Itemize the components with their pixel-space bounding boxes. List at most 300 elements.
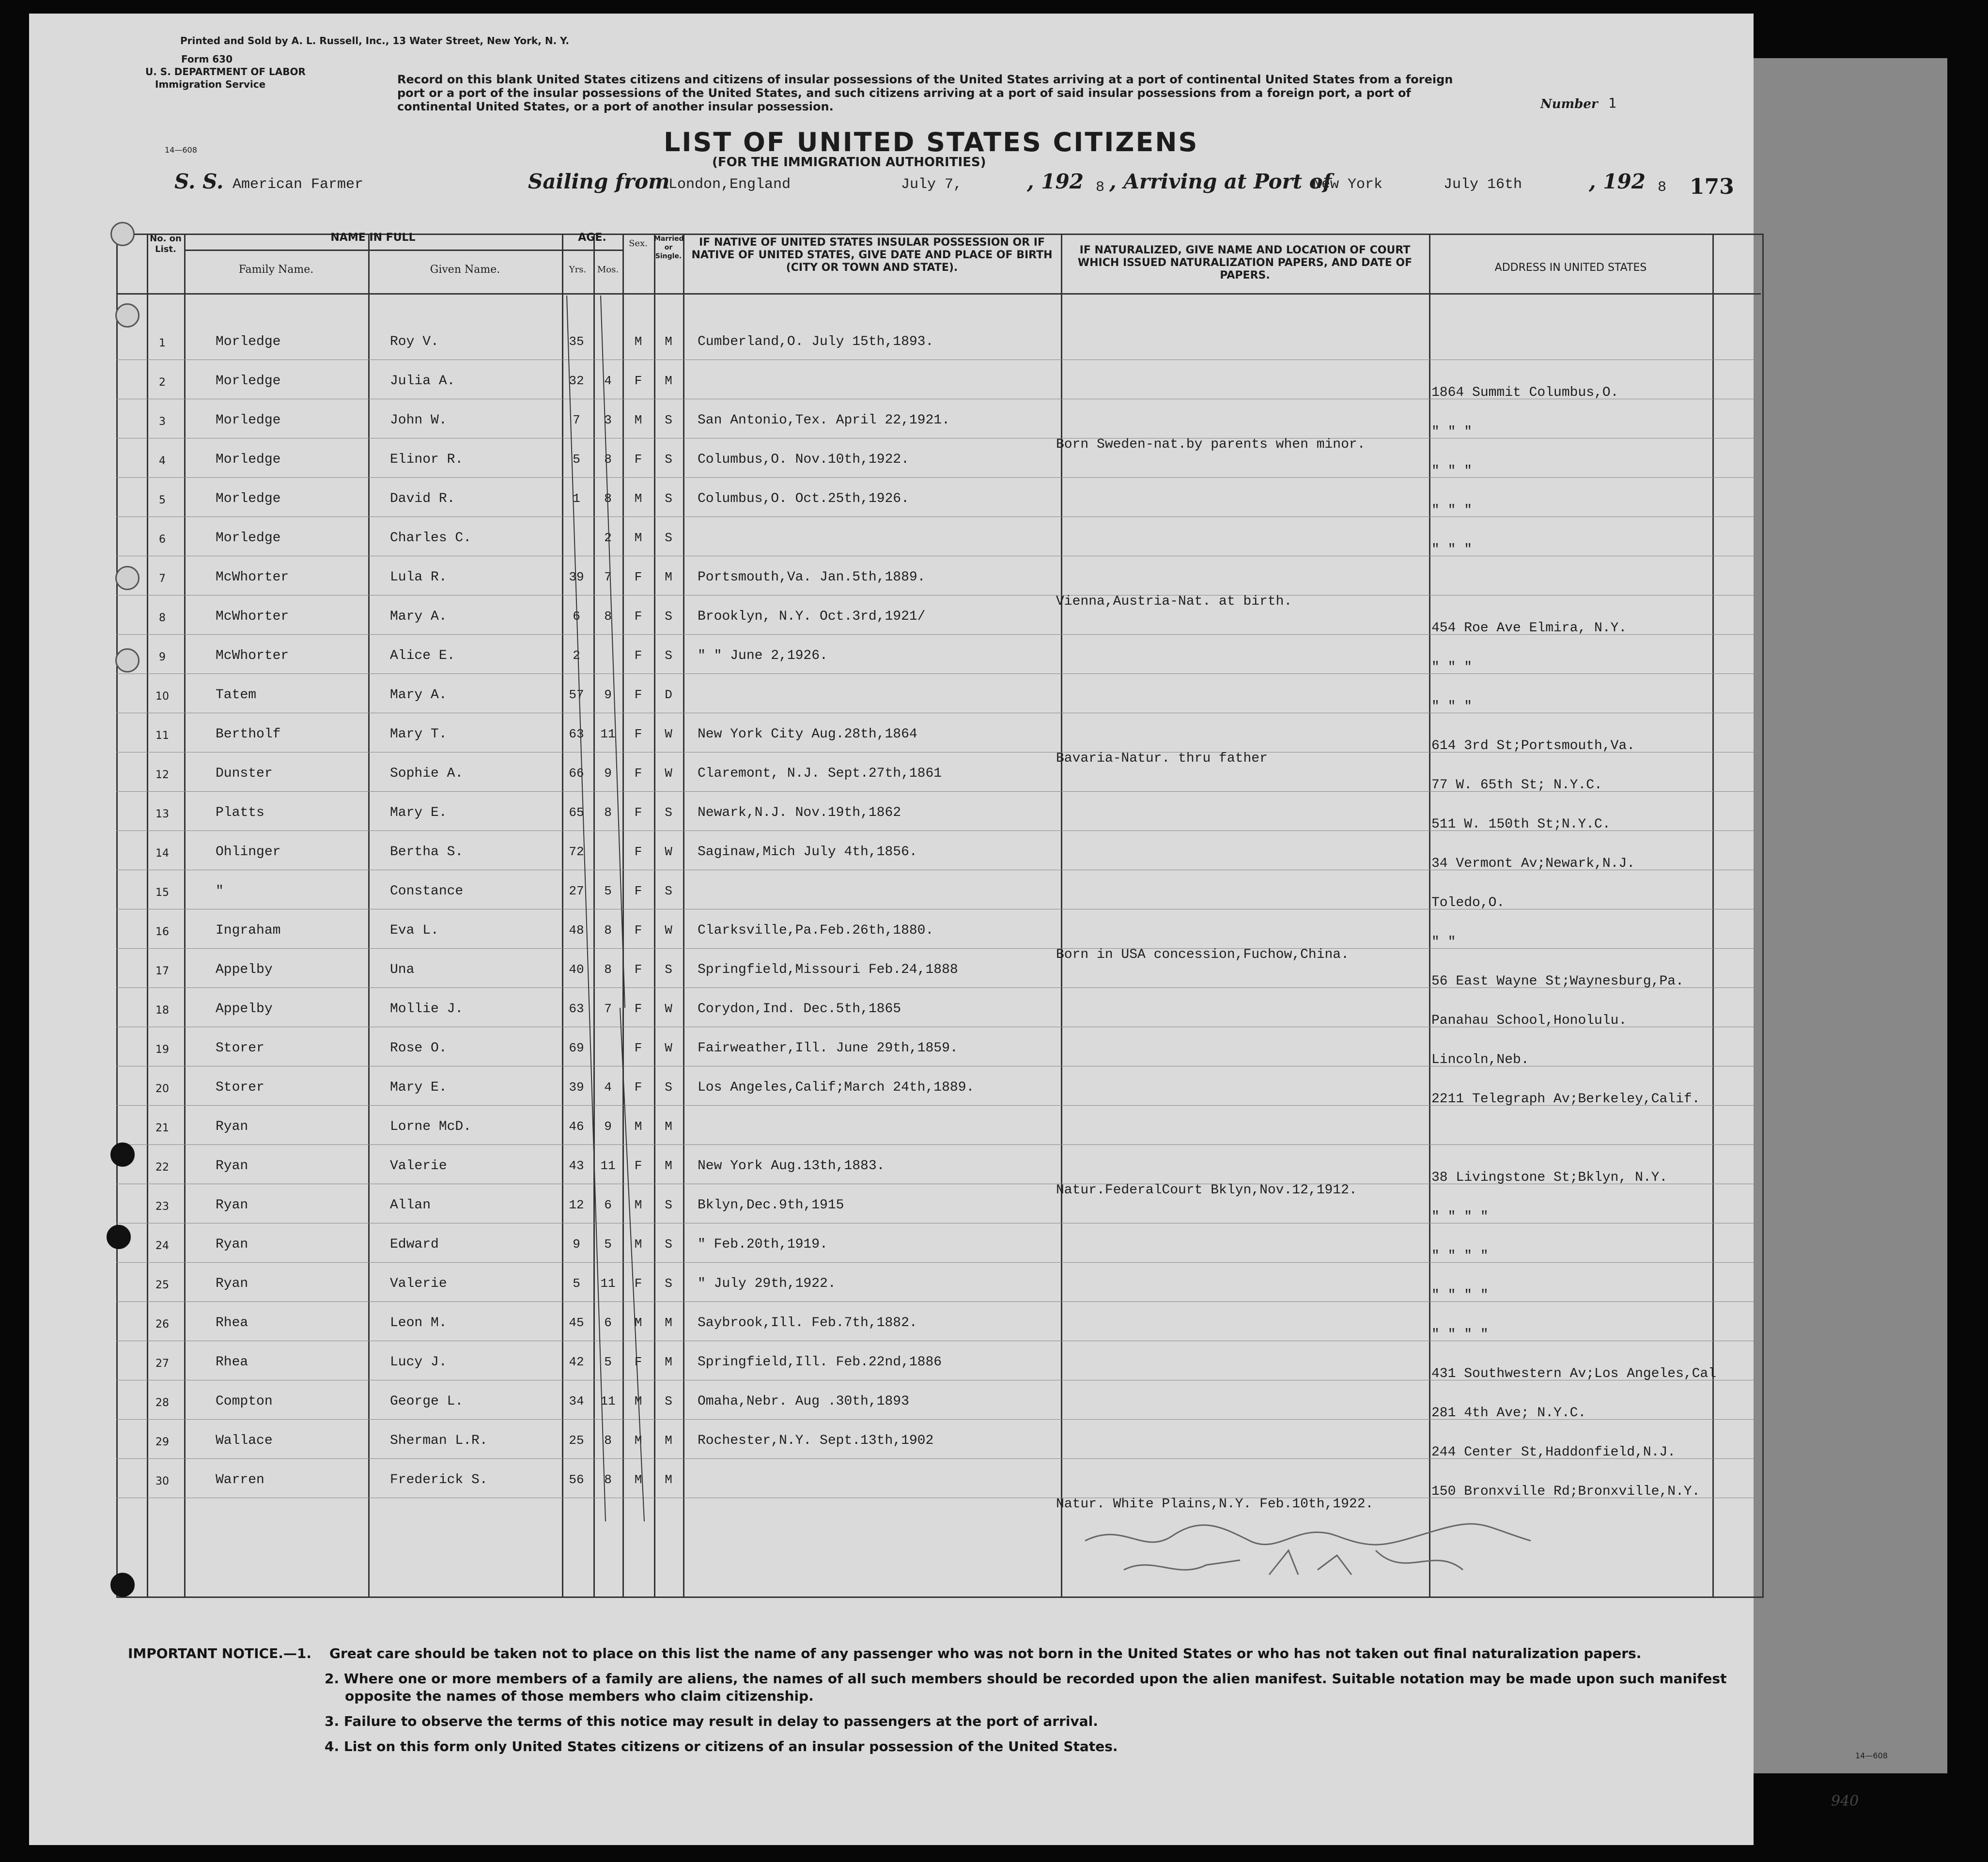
birth-place-date: New York Aug.13th,1883. <box>698 1158 885 1174</box>
naturalization: Natur. White Plains,N.Y. Feb.10th,1922. <box>1056 1497 1374 1512</box>
age-years: 40 <box>569 962 584 977</box>
birth-place-date: Saginaw,Mich July 4th,1856. <box>698 845 917 860</box>
family-name: Ryan <box>216 1198 248 1213</box>
punch-hole <box>115 648 140 673</box>
given-name: Alice E. <box>390 648 455 663</box>
age-years: 12 <box>569 1198 584 1212</box>
header-divider <box>184 250 562 251</box>
row-number: 24 <box>155 1240 169 1252</box>
marital-status: S <box>665 1394 672 1408</box>
marital-status: M <box>665 1433 672 1448</box>
age-years: 63 <box>569 1001 584 1016</box>
address: 2211 Telegraph Av;Berkeley,Calif. <box>1431 1092 1700 1107</box>
birth-place-date: " Feb.20th,1919. <box>698 1237 828 1252</box>
marital-status: M <box>665 334 672 349</box>
age-years: 69 <box>569 1041 584 1055</box>
row-number: 22 <box>155 1161 169 1174</box>
row-number: 19 <box>155 1044 169 1056</box>
age-years: 34 <box>569 1394 584 1408</box>
row-number: 12 <box>155 769 169 781</box>
page-number: 173 <box>1690 174 1734 199</box>
address: Lincoln,Neb. <box>1431 1052 1529 1067</box>
row-divider <box>116 948 1761 949</box>
sex: F <box>634 962 642 977</box>
age-months: 11 <box>600 1394 616 1408</box>
given-name: Mary E. <box>390 1080 447 1095</box>
address: 431 Southwestern Av;Los Angeles,Cal <box>1431 1366 1717 1381</box>
marital-status: S <box>665 1198 672 1212</box>
punch-hole <box>115 303 140 328</box>
header-divider <box>562 250 622 251</box>
age-years: 5 <box>573 1276 580 1291</box>
given-name: Mary E. <box>390 805 447 820</box>
marital-status: W <box>665 1001 672 1016</box>
address: " " " " <box>1431 1288 1489 1303</box>
marital-status: W <box>665 923 672 938</box>
naturalization: Born Sweden-nat.by parents when minor. <box>1056 437 1366 452</box>
row-number: 16 <box>155 926 169 938</box>
col-mos: Mos. <box>597 265 619 275</box>
age-years: 45 <box>569 1315 584 1330</box>
age-years: 35 <box>569 334 584 349</box>
age-months: 5 <box>604 884 612 898</box>
marital-status: W <box>665 845 672 859</box>
family-name: Storer <box>216 1080 264 1095</box>
sex: M <box>634 413 642 427</box>
row-number: 25 <box>155 1279 169 1291</box>
address: " " " <box>1431 542 1473 557</box>
address: Panahau School,Honolulu. <box>1431 1013 1627 1028</box>
family-name: McWhorter <box>216 648 289 663</box>
sex: F <box>634 923 642 938</box>
age-years: 56 <box>569 1472 584 1487</box>
age-years: 57 <box>569 688 584 702</box>
address: 150 Bronxville Rd;Bronxville,N.Y. <box>1431 1484 1700 1499</box>
birth-place-date: Claremont, N.J. Sept.27th,1861 <box>698 766 942 781</box>
age-months: 2 <box>604 531 612 545</box>
row-number: 21 <box>155 1122 169 1134</box>
age-years: 63 <box>569 727 584 741</box>
sex: F <box>634 1041 642 1055</box>
family-name: Wallace <box>216 1433 273 1448</box>
punch-hole <box>110 222 135 246</box>
address: 454 Roe Ave Elmira, N.Y. <box>1431 621 1627 636</box>
age-months: 3 <box>604 413 612 427</box>
row-number: 2 <box>159 376 166 389</box>
birth-place-date: Cumberland,O. July 15th,1893. <box>698 334 934 349</box>
row-divider <box>116 1301 1761 1302</box>
address: " " " " <box>1431 1209 1489 1224</box>
address: " " " <box>1431 503 1473 518</box>
age-years: 7 <box>573 413 580 427</box>
col-age: AGE. <box>578 232 606 244</box>
age-months: 11 <box>600 1276 616 1291</box>
family-name: McWhorter <box>216 570 289 585</box>
age-years: 66 <box>569 766 584 781</box>
family-name: Storer <box>216 1041 264 1056</box>
family-name: Ryan <box>216 1119 248 1134</box>
family-name: Warren <box>216 1472 264 1487</box>
marital-status: S <box>665 491 672 506</box>
birth-place-date: Rochester,N.Y. Sept.13th,1902 <box>698 1433 934 1448</box>
age-months: 8 <box>604 609 612 624</box>
birth-place-date: Columbus,O. Oct.25th,1926. <box>698 491 909 506</box>
sex: M <box>634 1315 642 1330</box>
arrival-date: July 16th <box>1444 176 1522 193</box>
marital-status: S <box>665 1237 672 1252</box>
sex: F <box>634 1158 642 1173</box>
printer-credit: Printed and Sold by A. L. Russell, Inc., 13 Water Street, New York, N. Y. <box>180 35 569 47</box>
family-name: Rhea <box>216 1355 248 1370</box>
row-number: 30 <box>155 1475 169 1487</box>
naturalization: Born in USA concession,Fuchow,China. <box>1056 947 1349 962</box>
punch-hole <box>115 566 140 590</box>
row-number: 18 <box>155 1004 169 1017</box>
col-family-name: Family Name. <box>238 264 314 276</box>
naturalization: Bavaria-Natur. thru father <box>1056 751 1268 766</box>
col-native-birth: IF NATIVE OF UNITED STATES INSULAR POSSESSION OR IF NATIVE OF UNITED STATES, GIVE DATE AND PLACE OF BIRTH (CITY OR TOWN AND STATE). <box>691 236 1053 274</box>
sex: F <box>634 452 642 467</box>
family-name: Morledge <box>216 452 281 467</box>
family-name: Appelby <box>216 962 273 977</box>
age-years: 39 <box>569 570 584 584</box>
row-divider <box>116 1144 1761 1145</box>
family-name: Ryan <box>216 1276 248 1291</box>
marital-status: S <box>665 609 672 624</box>
given-name: Edward <box>390 1237 439 1252</box>
family-name: Morledge <box>216 374 281 389</box>
address: " " " <box>1431 660 1473 675</box>
sailing-date: July 7, <box>901 176 963 193</box>
given-name: Julia A. <box>390 374 455 389</box>
address: 244 Center St,Haddonfield,N.J. <box>1431 1445 1676 1460</box>
col-naturalized: IF NATURALIZED, GIVE NAME AND LOCATION OF COURT WHICH ISSUED NATURALIZATION PAPERS, AND DATE OF PAPERS. <box>1077 244 1413 282</box>
given-name: Valerie <box>390 1276 447 1291</box>
age-months: 8 <box>604 1472 612 1487</box>
age-months: 8 <box>604 805 612 820</box>
check-marks <box>562 281 688 1521</box>
row-number: 5 <box>159 494 166 506</box>
age-years: 2 <box>573 648 580 663</box>
page-subtitle: (FOR THE IMMIGRATION AUTHORITIES) <box>712 155 986 170</box>
sex: F <box>634 1001 642 1016</box>
given-name: Mary A. <box>390 688 447 703</box>
given-name: David R. <box>390 491 455 506</box>
birth-place-date: Newark,N.J. Nov.19th,1862 <box>698 805 901 820</box>
naturalization: Natur.FederalCourt Bklyn,Nov.12,1912. <box>1056 1183 1357 1198</box>
age-years: 42 <box>569 1355 584 1369</box>
notice-item-2a: 2. Where one or more members of a family are aliens, the names of all such members should be recorded upon the alien manifest. Suitable notation may be made upon such manifest <box>325 1671 1727 1687</box>
sex: F <box>634 1276 642 1291</box>
age-months: 5 <box>604 1355 612 1369</box>
marital-status: M <box>665 1119 672 1134</box>
col-name-in-full: NAME IN FULL <box>330 232 416 244</box>
sailing-from: London,England <box>668 176 791 193</box>
naturalization: Vienna,Austria-Nat. at birth. <box>1056 594 1292 609</box>
family-name: Tatem <box>216 688 257 703</box>
ss-label: S. S. <box>174 170 224 193</box>
number-label: Number <box>1540 97 1598 111</box>
family-name: Bertholf <box>216 727 281 742</box>
age-months: 8 <box>604 452 612 467</box>
col-sex: Sex. <box>629 238 648 249</box>
marital-status: M <box>665 1472 672 1487</box>
given-name: Charles C. <box>390 531 472 546</box>
marital-status: S <box>665 531 672 545</box>
family-name: Ingraham <box>216 923 281 938</box>
check-line <box>567 296 606 1521</box>
address: 281 4th Ave; N.Y.C. <box>1431 1406 1586 1421</box>
address: " " " " <box>1431 1249 1489 1264</box>
marital-status: S <box>665 648 672 663</box>
sex: F <box>634 766 642 781</box>
row-number: 6 <box>159 533 166 546</box>
family-name: Ryan <box>216 1237 248 1252</box>
row-divider <box>116 516 1761 517</box>
sex: F <box>634 805 642 820</box>
age-months: 11 <box>600 1158 616 1173</box>
pencil-annotation: 940 <box>1831 1793 1859 1810</box>
notice-item-1: Great care should be taken not to place on this list the name of any passenger who was not born in the United States or who has not taken out final naturalization papers. <box>329 1645 1642 1661</box>
form-code: 14—608 <box>165 145 197 155</box>
row-number: 1 <box>159 337 166 349</box>
given-name: Mary T. <box>390 727 447 742</box>
birth-place-date: Columbus,O. Nov.10th,1922. <box>698 452 909 467</box>
given-name: Valerie <box>390 1158 447 1174</box>
given-name: Mollie J. <box>390 1001 464 1017</box>
row-number: 15 <box>155 887 169 899</box>
sex: F <box>634 1355 642 1369</box>
family-name: Morledge <box>216 413 281 428</box>
age-months: 11 <box>600 727 616 741</box>
age-months: 4 <box>604 1080 612 1095</box>
notice-item-4: 4. List on this form only United States citizens or citizens of an insular possession of the United States. <box>325 1738 1118 1754</box>
row-number: 10 <box>155 690 169 703</box>
year-digit-2: 8 <box>1658 179 1667 196</box>
family-name: Compton <box>216 1394 273 1409</box>
marital-status: M <box>665 1158 672 1173</box>
marital-status: D <box>665 688 672 702</box>
address: 511 W. 150th St;N.Y.C. <box>1431 817 1611 832</box>
row-divider <box>116 1262 1761 1263</box>
row-number: 20 <box>155 1083 169 1095</box>
check-line <box>601 296 625 1008</box>
number-value: 1 <box>1608 95 1616 111</box>
marital-status: S <box>665 962 672 977</box>
given-name: Leon M. <box>390 1315 447 1330</box>
address: " " " <box>1431 424 1473 439</box>
row-divider <box>116 673 1761 674</box>
address: 34 Vermont Av;Newark,N.J. <box>1431 856 1635 871</box>
age-years: 32 <box>569 374 584 388</box>
age-years: 65 <box>569 805 584 820</box>
birth-place-date: Fairweather,Ill. June 29th,1859. <box>698 1041 958 1056</box>
age-months: 7 <box>604 570 612 584</box>
sailing-label: Sailing from <box>528 170 670 193</box>
sex: M <box>634 1237 642 1252</box>
family-name: McWhorter <box>216 609 289 624</box>
sex: M <box>634 1394 642 1408</box>
age-months: 4 <box>604 374 612 388</box>
address: 56 East Wayne St;Waynesburg,Pa. <box>1431 974 1684 989</box>
notice-item-3: 3. Failure to observe the terms of this notice may result in delay to passengers at the port of arrival. <box>325 1713 1098 1729</box>
birth-place-date: Saybrook,Ill. Feb.7th,1882. <box>698 1315 917 1330</box>
address: " " " <box>1431 464 1473 479</box>
year-prefix-2: , 192 <box>1589 170 1646 193</box>
sex: M <box>634 1472 642 1487</box>
address: 1864 Summit Columbus,O. <box>1431 385 1619 400</box>
row-number: 17 <box>155 965 169 977</box>
age-years: 48 <box>569 923 584 938</box>
marital-status: S <box>665 884 672 898</box>
col-yrs: Yrs. <box>569 265 587 275</box>
given-name: Mary A. <box>390 609 447 624</box>
row-number: 4 <box>159 455 166 467</box>
age-months: 9 <box>604 1119 612 1134</box>
given-name: Sophie A. <box>390 766 464 781</box>
header-bottom-line <box>116 293 1761 295</box>
sex: M <box>634 1433 642 1448</box>
family-name: Platts <box>216 805 264 820</box>
age-years: 27 <box>569 884 584 898</box>
age-years: 46 <box>569 1119 584 1134</box>
notice-label: IMPORTANT NOTICE.—1. <box>128 1645 311 1661</box>
sex: F <box>634 1080 642 1095</box>
age-years: 72 <box>569 845 584 859</box>
col-no: No. on List. <box>150 234 182 254</box>
row-number: 28 <box>155 1397 169 1409</box>
marital-status: M <box>665 374 672 388</box>
notice-item-2b: opposite the names of those members who claim citizenship. <box>345 1688 814 1704</box>
marital-status: S <box>665 452 672 467</box>
page-title: LIST OF UNITED STATES CITIZENS <box>664 127 1199 157</box>
row-number: 8 <box>159 612 166 624</box>
age-years: 5 <box>573 452 580 467</box>
age-years: 6 <box>573 609 580 624</box>
marital-status: M <box>665 570 672 584</box>
family-name: Morledge <box>216 531 281 546</box>
department: U. S. DEPARTMENT OF LABOR <box>145 66 306 78</box>
birth-place-date: Corydon,Ind. Dec.5th,1865 <box>698 1001 901 1017</box>
age-months: 7 <box>604 1001 612 1016</box>
birth-place-date: Portsmouth,Va. Jan.5th,1889. <box>698 570 926 585</box>
record-instructions: Record on this blank United States citizens and citizens of insular possessions of the United States arriving at a port of continental United States from a foreign port or a port of the insular possessions of the United States, and such citizens arriving at a port of said insular possessions from a foreign port, a port of continental United States, or a port of another insular possession. <box>397 73 1453 113</box>
birth-place-date: San Antonio,Tex. April 22,1921. <box>698 413 950 428</box>
given-name: Frederick S. <box>390 1472 488 1487</box>
row-divider <box>116 477 1761 478</box>
ship-name: American Farmer <box>233 176 364 193</box>
given-name: Una <box>390 962 415 977</box>
birth-place-date: Springfield,Missouri Feb.24,1888 <box>698 962 958 977</box>
punch-hole <box>110 1142 135 1167</box>
family-name: Dunster <box>216 766 273 781</box>
signature-stroke <box>1124 1550 1463 1575</box>
signature-stroke <box>1085 1524 1531 1545</box>
sex: F <box>634 570 642 584</box>
sex: M <box>634 1119 642 1134</box>
family-name: Appelby <box>216 1001 273 1017</box>
sex: F <box>634 727 642 741</box>
age-years: 9 <box>573 1237 580 1252</box>
given-name: John W. <box>390 413 447 428</box>
service: Immigration Service <box>155 78 266 90</box>
sex: M <box>634 1198 642 1212</box>
family-name: Morledge <box>216 491 281 506</box>
family-name: Rhea <box>216 1315 248 1330</box>
arrival-port: New York <box>1313 176 1383 193</box>
birth-place-date: Brooklyn, N.Y. Oct.3rd,1921/ <box>698 609 926 624</box>
punch-hole <box>107 1225 131 1249</box>
row-number: 9 <box>159 651 166 663</box>
age-months: 8 <box>604 1433 612 1448</box>
given-name: Bertha S. <box>390 845 464 860</box>
birth-place-date: New York City Aug.28th,1864 <box>698 727 917 742</box>
age-months: 8 <box>604 491 612 506</box>
marital-status: M <box>665 1315 672 1330</box>
form-number: Form 630 <box>181 53 233 65</box>
family-name: Morledge <box>216 334 281 349</box>
col-married: Married or Single. <box>654 235 684 260</box>
birth-place-date: Los Angeles,Calif;March 24th,1889. <box>698 1080 975 1095</box>
row-number: 14 <box>155 847 169 860</box>
given-name: Lula R. <box>390 570 447 585</box>
sex: F <box>634 374 642 388</box>
row-number: 11 <box>155 730 169 742</box>
given-name: Eva L. <box>390 923 439 938</box>
birth-place-date: Bklyn,Dec.9th,1915 <box>698 1198 844 1213</box>
age-months: 8 <box>604 962 612 977</box>
given-name: Sherman L.R. <box>390 1433 488 1448</box>
row-number: 27 <box>155 1358 169 1370</box>
row-number: 23 <box>155 1201 169 1213</box>
row-number: 26 <box>155 1318 169 1330</box>
family-name: Ryan <box>216 1158 248 1174</box>
birth-place-date: Clarksville,Pa.Feb.26th,1880. <box>698 923 934 938</box>
address: 38 Livingstone St;Bklyn, N.Y. <box>1431 1170 1668 1185</box>
age-months: 6 <box>604 1198 612 1212</box>
marital-status: W <box>665 1041 672 1055</box>
check-line <box>620 1008 644 1521</box>
given-name: Lucy J. <box>390 1355 447 1370</box>
age-months: 5 <box>604 1237 612 1252</box>
given-name: Allan <box>390 1198 431 1213</box>
sex: F <box>634 884 642 898</box>
address: 77 W. 65th St; N.Y.C. <box>1431 778 1602 793</box>
address: 614 3rd St;Portsmouth,Va. <box>1431 738 1635 753</box>
row-number: 13 <box>155 808 169 820</box>
arriving-label: , Arriving at Port of <box>1109 170 1332 193</box>
year-digit-1: 8 <box>1096 179 1105 196</box>
punch-hole <box>110 1573 135 1597</box>
inspector-signature <box>1066 1517 1550 1584</box>
marital-status: S <box>665 805 672 820</box>
marital-status: W <box>665 727 672 741</box>
marital-status: S <box>665 1080 672 1095</box>
birth-place-date: Omaha,Nebr. Aug .30th,1893 <box>698 1394 909 1409</box>
age-months: 6 <box>604 1315 612 1330</box>
given-name: Roy V. <box>390 334 439 349</box>
col-given-name: Given Name. <box>430 264 500 276</box>
marital-status: M <box>665 1355 672 1369</box>
given-name: Lorne McD. <box>390 1119 472 1134</box>
given-name: Elinor R. <box>390 452 464 467</box>
given-name: Rose O. <box>390 1041 447 1056</box>
sex: F <box>634 648 642 663</box>
birth-place-date: " " June 2,1926. <box>698 648 828 663</box>
birth-place-date: " July 29th,1922. <box>698 1276 836 1291</box>
age-years: 39 <box>569 1080 584 1095</box>
address: " " " " <box>1431 1327 1489 1342</box>
